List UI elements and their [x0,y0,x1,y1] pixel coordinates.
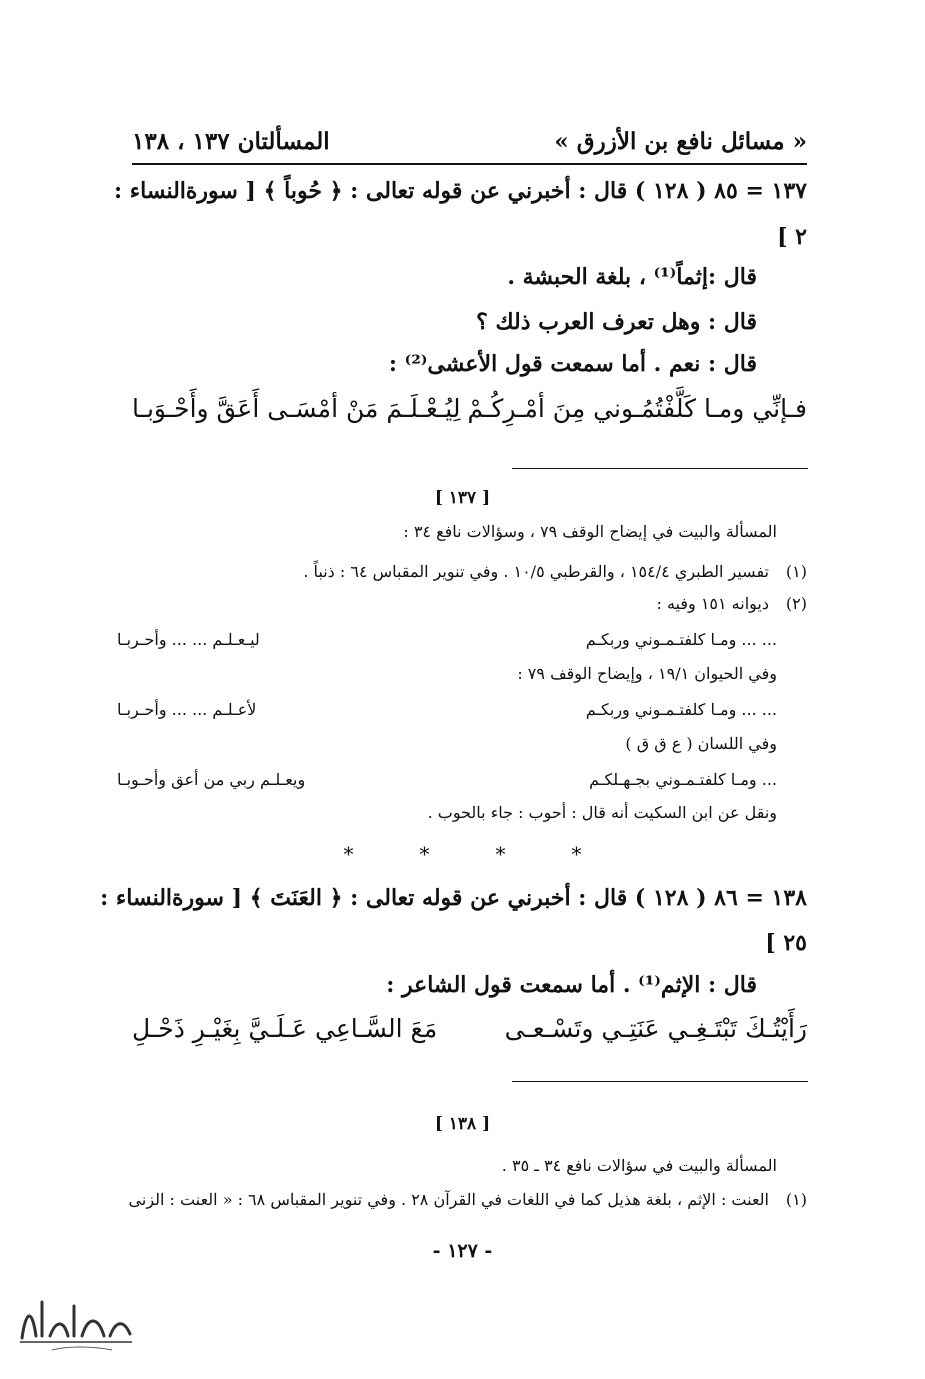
footnote-rule [512,468,808,469]
section-separator [0,842,925,866]
page-number: - ١٢٧ - [432,1240,493,1262]
q137-reply: قال : نعم . أما سمعت قول الأعشى⁽²⁾ : [388,351,757,377]
header-question-numbers: المسألتان ١٣٧ ، ١٣٨ [132,128,330,155]
separator-star: * [495,842,506,866]
notes137-intro: المسألة والبيت في إيضاح الوقف ٧٩ ، وسؤالات نافع ٣٤ : [403,522,777,541]
footnote-number: (١) [785,562,807,581]
footnote-text: العنت : الإثم ، بلغة هذيل كما في اللغات في القرآن ٢٨ . وفي تنوير المقباس ٦٨ : « العنت : الزنى [128,1190,769,1209]
notes138-intro: المسألة والبيت في سؤالات نافع ٣٤ ـ ٣٥ . [501,1156,777,1175]
q138-heading-continuation: ٢٥ ] [765,930,807,956]
notes137-source-line-3: ونقل عن ابن السكيت أنه قال : أحوب : جاء بالحوب . [427,803,777,822]
notes137-footnote-2 [117,594,807,613]
q137-heading-end: النساء : [113,178,186,204]
q137-heading-main: ١٣٧ = ٨٥ ( ١٢٨ ) قال : أخبرني عن قوله تعالى : ﴿ حُوباً ﴾ [ سورة [185,178,807,204]
q138-verse [132,1014,807,1043]
separator-star: * [571,842,582,866]
q137-heading-continuation: ٢ ] [777,224,807,250]
notes137-heading: [ ١٣٧ ] [434,488,491,508]
footnote-text: تفسير الطبري ١٥٤/٤ ، والقرطبي ١٠/٥ . وفي تنوير المقباس ٦٤ : ذنباً . [303,562,769,581]
q137-question: قال : وهل تعرف العرب ذلك ؟ [476,309,757,335]
variant-second-hemistich: ويعـلـم ربي من أعق وأحـوبـا [117,770,306,789]
header-book-title: « مسائل نافع بن الأزرق » [554,128,807,155]
footnote-rule [512,1081,808,1082]
q138-verse-second-hemistich: مَعَ السَّـاعِي عَـلَـيَّ بِغَيْـرِ ذَحْـلِ [132,1014,438,1043]
header-rule [132,163,807,165]
variant-first-hemistich: ... ... ومـا كلفتـمـوني وربكـم [585,700,777,719]
notes137-source-line-1: وفي الحيوان ١٩/١ ، وإيضاح الوقف ٧٩ : [517,664,777,683]
notes137-source-line-2: وفي اللسان ( ع ق ق ) [625,734,777,753]
notes137-verse-variant-3 [117,770,777,789]
variant-second-hemistich: لأعـلـم ... ... وأحـربـا [117,700,257,719]
q137-answer: قال :إثماً⁽¹⁾ ، بلغة الحبشة . [507,264,757,290]
notes137-verse-variant-2 [117,700,777,719]
q138-heading [100,885,807,911]
footnote-text: ديوانه ١٥١ وفيه : [656,594,769,613]
separator-star: * [419,842,430,866]
q138-heading-main: ١٣٨ = ٨٦ ( ١٢٨ ) قال : أخبرني عن قوله تعالى : ﴿ العَنَتَ ﴾ [ سورة [172,885,807,911]
footnote-number: (٢) [785,594,807,613]
q138-heading-end: النساء : [100,885,173,911]
q137-heading [113,178,807,204]
notes138-heading: [ ١٣٨ ] [434,1114,491,1134]
q137-verse-first-hemistich: فـإنِّي ومـا كَلَّفْتُمُـوني مِنَ أمْـرِكُـمْ [467,394,807,423]
publisher-seal-icon [12,1290,140,1360]
variant-first-hemistich: ... ... ومـا كلفتـمـوني وربكـم [585,630,777,649]
q138-verse-first-hemistich: رَأَيْتُـكَ تَبْتَـغِـي عَنَتِـي وتَسْـعـى [504,1014,807,1043]
notes138-footnote-1 [117,1190,807,1209]
footnote-number: (١) [785,1190,807,1209]
variant-first-hemistich: ... ومـا كلفتـمـوني بجـهـلكـم [589,770,777,789]
notes137-footnote-1 [117,562,807,581]
notes137-verse-variant-1 [117,630,777,649]
q137-verse-second-hemistich: لِيُـعْـلَـمَ مَنْ أمْسَـى أَعَقَّ وأَحْـوَبـا [132,394,461,423]
q138-answer: قال : الإثم⁽¹⁾ . أما سمعت قول الشاعر : [386,972,757,998]
variant-second-hemistich: ليـعـلـم ... ... وأحـربـا [117,630,260,649]
separator-star: * [343,842,354,866]
q137-verse [132,394,807,423]
